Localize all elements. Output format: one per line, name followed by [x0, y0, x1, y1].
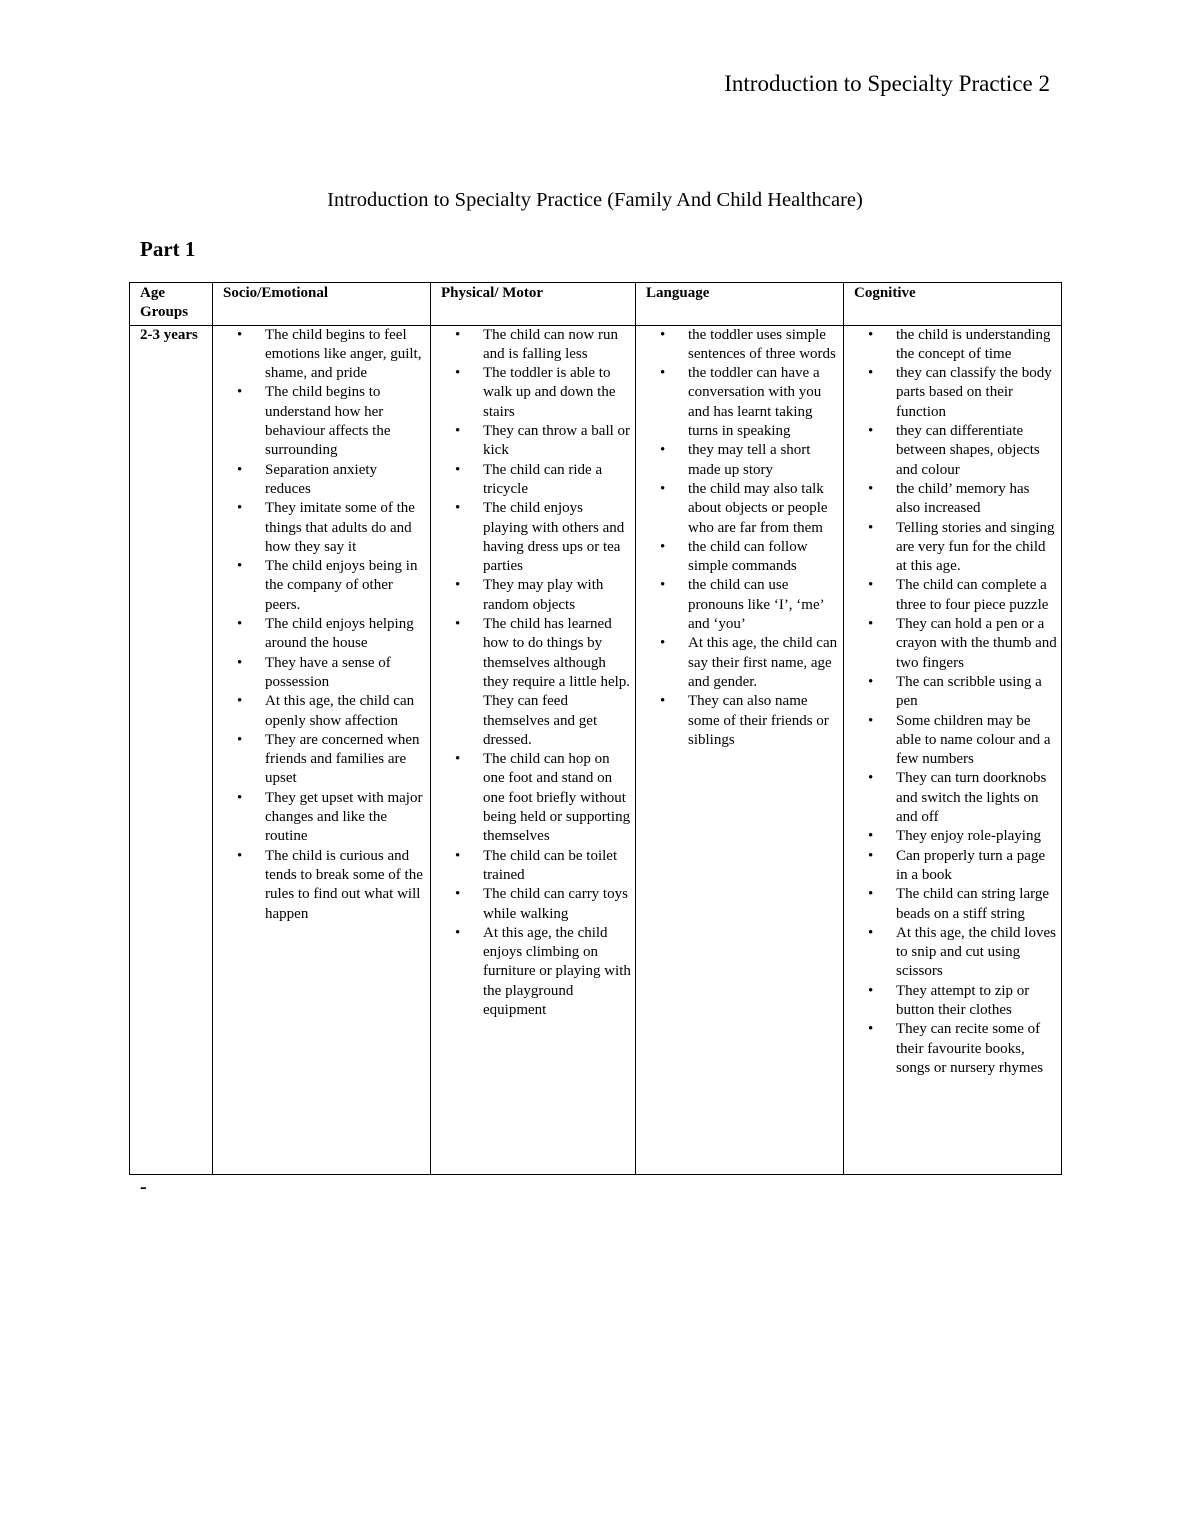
list-item: • they can classify the body parts based on their function [844, 364, 1057, 422]
trailing-dash: - [140, 1176, 147, 1198]
list-item: • At this age, the child can openly show affection [213, 692, 426, 731]
list-item: • The child begins to feel emotions like anger, guilt, shame, and pride [213, 326, 426, 384]
list-item: • They can turn doorknobs and switch the lights on and off [844, 769, 1057, 827]
header-socio-emotional: Socio/Emotional [213, 283, 431, 326]
list-item: • the child can use pronouns like ‘I’, ‘me’ and ‘you’ [636, 576, 839, 634]
part-heading: Part 1 [140, 237, 196, 261]
list-item: • The child begins to understand how her behaviour affects the surrounding [213, 383, 426, 460]
list-item: • They enjoy role-playing [844, 827, 1057, 846]
header-physical-motor: Physical/ Motor [431, 283, 636, 326]
document-title: Introduction to Specialty Practice (Family And Child Healthcare) [327, 189, 863, 211]
list-item: • the toddler uses simple sentences of three words [636, 326, 839, 365]
list-item: • They can also name some of their friends or siblings [636, 692, 839, 750]
language-cell [636, 325, 844, 1174]
list-item: • they can differentiate between shapes, objects and colour [844, 422, 1057, 480]
list-item: • the toddler can have a conversation with you and has learnt taking turns in speaking [636, 364, 839, 441]
list-item: • They are concerned when friends and families are upset [213, 731, 426, 789]
list-item: • The toddler is able to walk up and down the stairs [431, 364, 631, 422]
list-item: • The child can hop on one foot and stand on one foot briefly without being held or supporting themselves [431, 750, 631, 846]
list-item: • They may play with random objects [431, 576, 631, 615]
list-item: • Can properly turn a page in a book [844, 847, 1057, 886]
list-item: • The child can be toilet trained [431, 847, 631, 886]
list-item: • They can hold a pen or a crayon with the thumb and two fingers [844, 615, 1057, 673]
socio-emotional-list [213, 326, 426, 924]
table-row [130, 325, 1062, 1174]
list-item: • they may tell a short made up story [636, 441, 839, 480]
list-item: • They attempt to zip or button their clothes [844, 982, 1057, 1021]
list-item: • At this age, the child can say their first name, age and gender. [636, 634, 839, 692]
list-item: • The child enjoys helping around the house [213, 615, 426, 654]
socio-emotional-cell [213, 325, 431, 1174]
list-item: • The child enjoys playing with others and having dress ups or tea parties [431, 499, 631, 576]
list-item: • They can recite some of their favourite books, songs or nursery rhymes [844, 1020, 1057, 1078]
list-item: • The child is curious and tends to break some of the rules to find out what will happen [213, 847, 426, 924]
list-item: • the child may also talk about objects or people who are far from them [636, 480, 839, 538]
list-item: • Some children may be able to name colour and a few numbers [844, 712, 1057, 770]
list-item: • Separation anxiety reduces [213, 461, 426, 500]
cognitive-list [844, 326, 1057, 1079]
list-item: • The child has learned how to do things by themselves although they require a little help. They can feed themselves and get dressed. [431, 615, 631, 750]
header-cognitive: Cognitive [844, 283, 1062, 326]
cognitive-cell [844, 325, 1062, 1174]
table-header-row [130, 283, 1062, 326]
list-item: • The child can string large beads on a stiff string [844, 885, 1057, 924]
header-language: Language [636, 283, 844, 326]
list-item: • The child can carry toys while walking [431, 885, 631, 924]
list-item: • The child can now run and is falling less [431, 326, 631, 365]
age-group-cell: 2-3 years [130, 325, 213, 1174]
list-item: • the child can follow simple commands [636, 538, 839, 577]
language-list [636, 326, 839, 751]
list-item: • They get upset with major changes and like the routine [213, 789, 426, 847]
header-age-groups: Age Groups [130, 283, 213, 326]
list-item: • At this age, the child enjoys climbing on furniture or playing with the playground equipment [431, 924, 631, 1020]
list-item: • The child enjoys being in the company of other peers. [213, 557, 426, 615]
list-item: • The child can complete a three to four piece puzzle [844, 576, 1057, 615]
list-item: • They have a sense of possession [213, 654, 426, 693]
list-item: • the child is understanding the concept of time [844, 326, 1057, 365]
list-item: • At this age, the child loves to snip and cut using scissors [844, 924, 1057, 982]
list-item: • They can throw a ball or kick [431, 422, 631, 461]
list-item: • Telling stories and singing are very fun for the child at this age. [844, 519, 1057, 577]
physical-motor-list [431, 326, 631, 1021]
list-item: • They imitate some of the things that adults do and how they say it [213, 499, 426, 557]
list-item: • The can scribble using a pen [844, 673, 1057, 712]
physical-motor-cell [431, 325, 636, 1174]
development-table [129, 282, 1062, 1175]
list-item: • the child’ memory has also increased [844, 480, 1057, 519]
running-head: Introduction to Specialty Practice 2 [724, 71, 1050, 96]
list-item: • The child can ride a tricycle [431, 461, 631, 500]
